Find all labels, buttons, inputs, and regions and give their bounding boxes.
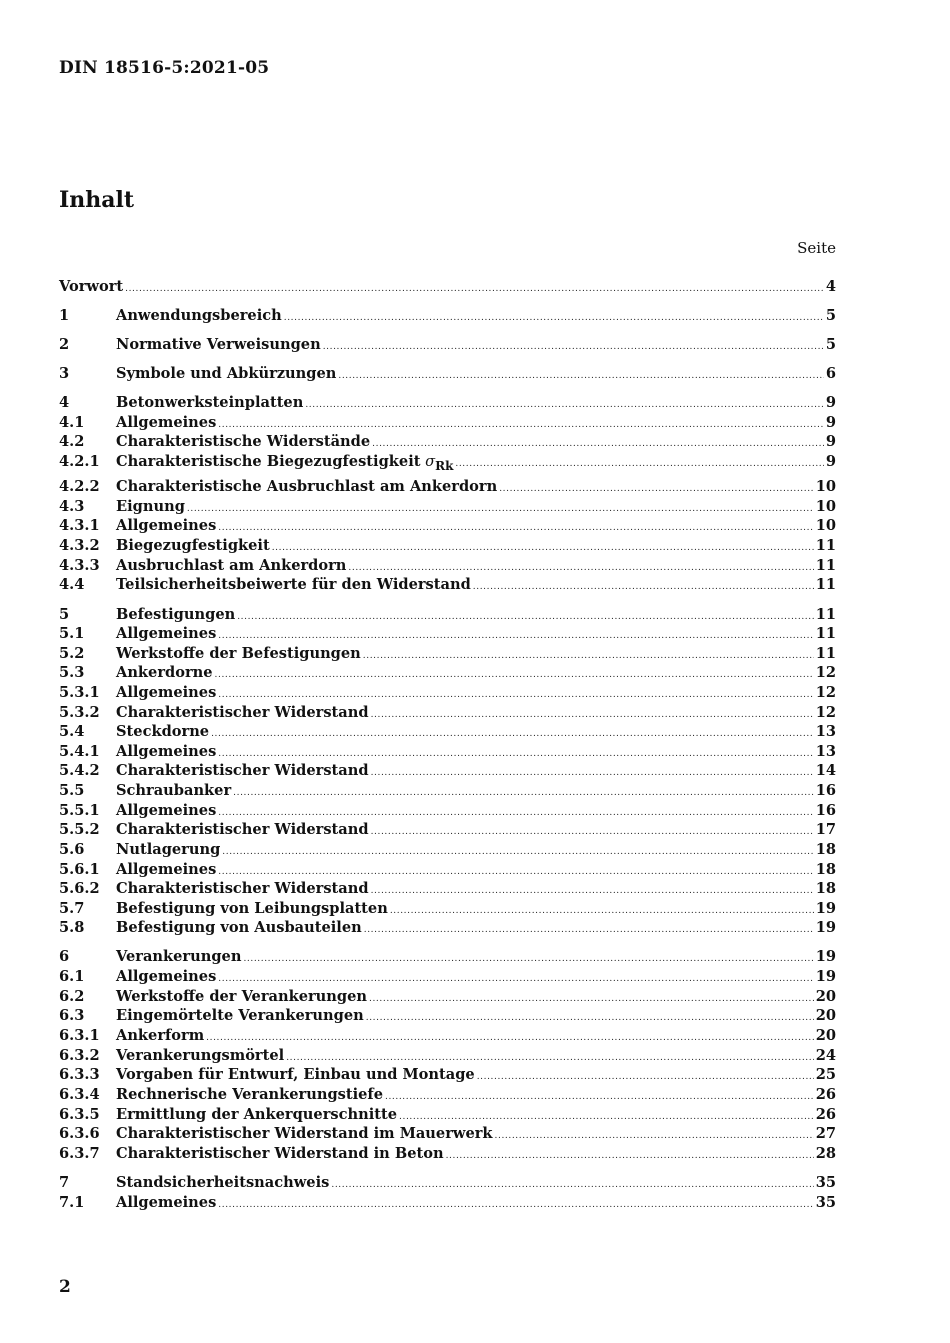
toc-entry-page: 11 xyxy=(815,557,836,574)
toc-entry-label-text: Nutlagerung xyxy=(116,841,221,858)
leader-dots xyxy=(218,1200,813,1210)
toc-entry-label xyxy=(116,743,216,760)
leader-dots xyxy=(284,313,824,323)
toc-entry-label xyxy=(116,861,216,878)
toc-entry-page: 14 xyxy=(815,762,836,779)
toc-entry-page: 6 xyxy=(825,365,836,382)
toc-entry-page: 26 xyxy=(815,1106,836,1123)
toc-entry[interactable] xyxy=(59,278,836,298)
toc-entry-number: 6.3.6 xyxy=(59,1125,100,1142)
toc-entry-label-text: Vorwort xyxy=(59,278,124,295)
toc-entry-label xyxy=(116,684,216,701)
toc-entry-label xyxy=(116,625,216,642)
toc-entry[interactable] xyxy=(59,664,836,684)
toc-entry-number: 6.2 xyxy=(59,988,85,1005)
toc-entry[interactable] xyxy=(59,723,836,743)
leader-dots xyxy=(218,523,813,533)
leader-dots xyxy=(233,788,814,798)
toc-entry-page: 20 xyxy=(815,1007,836,1024)
toc-entry-number: 4.2.1 xyxy=(59,453,100,470)
toc-entry-label-text: Verankerungen xyxy=(116,948,242,965)
leader-dots xyxy=(364,925,814,935)
toc-entry-label xyxy=(116,1007,364,1024)
toc-entry-page: 18 xyxy=(815,861,836,878)
toc-entry-number: 5.6.1 xyxy=(59,861,100,878)
toc-entry-label-text: Vorgaben für Entwurf, Einbau und Montage xyxy=(116,1066,475,1083)
toc-entry[interactable] xyxy=(59,743,836,763)
leader-dots xyxy=(369,994,814,1004)
toc-entry-page: 13 xyxy=(815,723,836,740)
leader-dots xyxy=(211,729,814,739)
toc-entry-label xyxy=(116,1194,216,1211)
toc-entry-label xyxy=(116,537,270,554)
leader-dots xyxy=(372,439,824,449)
toc-entry-number: 4.3.3 xyxy=(59,557,100,574)
toc-entry-label xyxy=(116,841,220,858)
toc-entry[interactable] xyxy=(59,919,836,939)
toc-entry-page: 35 xyxy=(815,1194,836,1211)
toc-entry-label xyxy=(116,645,361,662)
toc-entry[interactable] xyxy=(59,880,836,900)
toc-entry-label-text: Biegezugfestigkeit xyxy=(116,537,270,554)
toc-entry[interactable] xyxy=(59,394,836,414)
leader-dots xyxy=(371,886,814,896)
toc-entry-symbol xyxy=(420,453,454,473)
leader-dots xyxy=(218,808,813,818)
toc-entry-page: 12 xyxy=(815,664,836,681)
toc-entry-number: 5.6.2 xyxy=(59,880,100,897)
document-id: DIN 18516-5:2021-05 xyxy=(59,58,270,78)
leader-dots xyxy=(206,1033,814,1043)
toc-title: Inhalt xyxy=(59,187,135,213)
toc-entry[interactable] xyxy=(59,307,836,327)
leader-dots xyxy=(385,1092,814,1102)
toc-entry[interactable] xyxy=(59,1125,836,1145)
page-column-label: Seite xyxy=(797,239,836,257)
toc-entry-number: 5.4 xyxy=(59,723,85,740)
toc-entry-label xyxy=(116,576,471,593)
toc-entry-label-text: Allgemeines xyxy=(116,968,217,985)
toc-entry-label xyxy=(116,606,235,623)
toc-entry-number: 5 xyxy=(59,606,70,623)
toc-entry-number: 5.2 xyxy=(59,645,85,662)
toc-entry-page: 28 xyxy=(815,1145,836,1162)
toc-entry-label-text: Rechnerische Verankerungstiefe xyxy=(116,1086,383,1103)
leader-dots xyxy=(243,954,813,964)
toc-entry[interactable] xyxy=(59,517,836,537)
toc-entry-number: 6.1 xyxy=(59,968,85,985)
toc-entry-page: 16 xyxy=(815,802,836,819)
toc-entry-page: 26 xyxy=(815,1086,836,1103)
leader-dots xyxy=(363,651,814,661)
toc-entry-label xyxy=(116,1027,204,1044)
toc-entry[interactable] xyxy=(59,861,836,881)
toc-entry-label xyxy=(116,704,369,721)
toc-entry-number: 5.5.2 xyxy=(59,821,100,838)
leader-dots xyxy=(125,284,824,294)
toc-entry-label xyxy=(116,948,241,965)
toc-entry-number: 5.8 xyxy=(59,919,85,936)
toc-entry[interactable] xyxy=(59,988,836,1008)
leader-dots xyxy=(218,631,813,641)
toc-entry-label-text: Befestigungen xyxy=(116,606,236,623)
toc-entry-label-text: Charakteristischer Widerstand im Mauerwerk xyxy=(116,1125,493,1142)
toc-entry-label xyxy=(116,880,369,897)
toc-entry-label-text: Steckdorne xyxy=(116,723,210,740)
toc-entry[interactable] xyxy=(59,684,836,704)
toc-entry-label xyxy=(116,394,303,411)
toc-entry[interactable] xyxy=(59,900,836,920)
leader-dots xyxy=(477,1072,814,1082)
toc-entry-label xyxy=(116,433,370,450)
toc-entry-label xyxy=(116,365,336,382)
toc-entry-number: 4.3.2 xyxy=(59,537,100,554)
toc-entry[interactable] xyxy=(59,1194,836,1214)
toc-entry[interactable] xyxy=(59,414,836,434)
toc-entry-label xyxy=(116,900,388,917)
toc-entry[interactable] xyxy=(59,1174,836,1194)
toc-entry-page: 5 xyxy=(825,307,836,324)
toc-entry-label xyxy=(116,762,369,779)
toc-entry-label-text: Normative Verweisungen xyxy=(116,336,321,353)
leader-dots xyxy=(473,582,814,592)
toc-entry-label-text: Werkstoffe der Befestigungen xyxy=(116,645,361,662)
leader-dots xyxy=(348,563,813,573)
toc-entry-number: 5.3 xyxy=(59,664,85,681)
toc-entry-number: 6 xyxy=(59,948,70,965)
toc-entry-label xyxy=(116,821,369,838)
toc-entry[interactable] xyxy=(59,537,836,557)
toc-entry-label-text: Charakteristische Ausbruchlast am Ankerdorn xyxy=(116,478,498,495)
leader-dots xyxy=(218,690,813,700)
leader-dots xyxy=(446,1151,814,1161)
symbol-subscript: Rk xyxy=(435,458,454,473)
leader-dots xyxy=(371,768,814,778)
toc-entry[interactable] xyxy=(59,782,836,802)
toc-entry[interactable] xyxy=(59,704,836,724)
leader-dots xyxy=(390,906,814,916)
toc-entry-label xyxy=(116,1086,383,1103)
toc-entry-label-text: Allgemeines xyxy=(116,802,217,819)
toc-entry-label-text: Allgemeines xyxy=(116,861,217,878)
toc-entry-label-text: Teilsicherheitsbeiwerte für den Widerstand xyxy=(116,576,471,593)
toc-entry-label xyxy=(116,919,362,936)
toc-entry-page: 9 xyxy=(825,433,836,450)
toc-entry-number: 5.1 xyxy=(59,625,85,642)
toc-entry-page: 19 xyxy=(815,900,836,917)
toc-entry-label xyxy=(116,723,209,740)
toc-entry-number: 5.3.1 xyxy=(59,684,100,701)
toc-entry[interactable] xyxy=(59,802,836,822)
toc-entry-page: 13 xyxy=(815,743,836,760)
toc-entry[interactable] xyxy=(59,478,836,498)
toc-entry-label-text: Ermittlung der Ankerquerschnitte xyxy=(116,1106,398,1123)
toc-entry-page: 10 xyxy=(815,478,836,495)
toc-entry-label xyxy=(116,1174,329,1191)
toc-entry[interactable] xyxy=(59,645,836,665)
toc-entry-label-text: Befestigung von Ausbauteilen xyxy=(116,919,362,936)
toc-entry-label xyxy=(116,414,216,431)
toc-entry[interactable] xyxy=(59,948,836,968)
toc-entry-number: 4.3 xyxy=(59,498,85,515)
toc-entry-label-text: Schraubanker xyxy=(116,782,232,799)
toc-entry[interactable] xyxy=(59,365,836,385)
toc-entry-page: 19 xyxy=(815,968,836,985)
toc-entry-number: 5.6 xyxy=(59,841,85,858)
leader-dots xyxy=(455,459,823,469)
leader-dots xyxy=(371,827,814,837)
toc-entry-page: 18 xyxy=(815,841,836,858)
toc-entry-page: 9 xyxy=(825,394,836,411)
toc-entry-number: 4.3.1 xyxy=(59,517,100,534)
leader-dots xyxy=(237,612,813,622)
toc-entry-page: 11 xyxy=(815,606,836,623)
toc-entry-label-text: Charakteristischer Widerstand xyxy=(116,704,369,721)
toc-entry-page: 20 xyxy=(815,988,836,1005)
leader-dots xyxy=(338,371,823,381)
toc-entry-label xyxy=(116,1106,397,1123)
leader-dots xyxy=(187,504,814,514)
toc-entry[interactable] xyxy=(59,433,836,453)
toc-entry-page: 11 xyxy=(815,645,836,662)
leader-dots xyxy=(215,670,814,680)
toc-entry-number: 4 xyxy=(59,394,70,411)
leader-dots xyxy=(399,1112,814,1122)
leader-dots xyxy=(272,543,814,553)
toc-entry-page: 25 xyxy=(815,1066,836,1083)
symbol-sigma: σ xyxy=(425,453,436,470)
toc-entry-number: 6.3.1 xyxy=(59,1027,100,1044)
toc-entry-number: 5.3.2 xyxy=(59,704,100,721)
toc-entry-number: 4.1 xyxy=(59,414,85,431)
toc-entry-label-text: Ausbruchlast am Ankerdorn xyxy=(116,557,347,574)
toc-entry-label-text: Allgemeines xyxy=(116,517,217,534)
toc-entry-label xyxy=(116,517,216,534)
toc-entry-label-text: Allgemeines xyxy=(116,743,217,760)
toc-entry-label xyxy=(116,478,497,495)
toc-entry-label-text: Symbole und Abkürzungen xyxy=(116,365,337,382)
toc-entry-label-text: Eignung xyxy=(116,498,185,515)
toc-entry-label xyxy=(116,557,346,574)
toc-entry-label-text: Allgemeines xyxy=(116,414,217,431)
leader-dots xyxy=(218,420,824,430)
toc-entry-page: 27 xyxy=(815,1125,836,1142)
toc-entry-label xyxy=(116,498,185,515)
toc-entry[interactable] xyxy=(59,968,836,988)
toc-entry-label-text: Allgemeines xyxy=(116,1194,217,1211)
toc-entry-page: 11 xyxy=(815,576,836,593)
toc-entry-label-text: Ankerform xyxy=(116,1027,205,1044)
toc-entry-page: 19 xyxy=(815,919,836,936)
toc-entry[interactable] xyxy=(59,1027,836,1047)
toc-entry[interactable] xyxy=(59,453,836,473)
toc-entry[interactable] xyxy=(59,498,836,518)
toc-entry-label xyxy=(116,988,367,1005)
toc-entry-page: 5 xyxy=(825,336,836,353)
toc-entry-number: 3 xyxy=(59,365,70,382)
toc-entry-page: 17 xyxy=(815,821,836,838)
toc-entry-number: 6.3.5 xyxy=(59,1106,100,1123)
toc-entry[interactable] xyxy=(59,1086,836,1106)
toc-entry-label xyxy=(116,664,213,681)
page-number: 2 xyxy=(59,1277,71,1297)
toc-entry-number: 6.3 xyxy=(59,1007,85,1024)
toc-entry-page: 12 xyxy=(815,704,836,721)
toc-entry-label-text: Charakteristischer Widerstand xyxy=(116,880,369,897)
toc-entry[interactable] xyxy=(59,1066,836,1086)
toc-entry-number: 5.5 xyxy=(59,782,85,799)
toc-entry-label xyxy=(59,278,123,295)
toc-entry-label xyxy=(116,1047,284,1064)
leader-dots xyxy=(495,1131,814,1141)
toc-entry-label xyxy=(116,453,453,473)
toc-entry-label-text: Eingemörtelte Verankerungen xyxy=(116,1007,364,1024)
toc-entry-number: 5.5.1 xyxy=(59,802,100,819)
toc-entry[interactable] xyxy=(59,557,836,577)
toc-entry-page: 11 xyxy=(815,625,836,642)
toc-entry-label-text: Ankerdorne xyxy=(116,664,213,681)
toc-entry-number: 5.7 xyxy=(59,900,85,917)
toc-entry-label xyxy=(116,1125,493,1142)
toc-entry-page: 11 xyxy=(815,537,836,554)
leader-dots xyxy=(499,484,813,494)
toc-entry-page: 9 xyxy=(825,414,836,431)
toc-entry-label-text: Charakteristischer Widerstand in Beton xyxy=(116,1145,444,1162)
toc-entry-page: 24 xyxy=(815,1047,836,1064)
leader-dots xyxy=(331,1180,813,1190)
toc-entry[interactable] xyxy=(59,841,836,861)
leader-dots xyxy=(218,974,813,984)
toc-entry-label xyxy=(116,1066,475,1083)
leader-dots xyxy=(286,1053,814,1063)
toc-entry-label xyxy=(116,1145,444,1162)
toc-entry-label-text: Werkstoffe der Verankerungen xyxy=(116,988,368,1005)
toc-entry-number: 7.1 xyxy=(59,1194,85,1211)
toc-entry-number: 4.2 xyxy=(59,433,85,450)
toc-entry-label-text: Standsicherheitsnachweis xyxy=(116,1174,330,1191)
leader-dots xyxy=(371,710,814,720)
toc-entry[interactable] xyxy=(59,1106,836,1126)
toc-entry-number: 1 xyxy=(59,307,70,324)
toc-entry-label-text: Charakteristische Widerstände xyxy=(116,433,371,450)
toc-entry-page: 35 xyxy=(815,1174,836,1191)
toc-entry[interactable] xyxy=(59,606,836,626)
toc-entry-number: 6.3.4 xyxy=(59,1086,100,1103)
toc-entry-number: 4.2.2 xyxy=(59,478,100,495)
toc-entry-label-text: Anwendungsbereich xyxy=(116,307,282,324)
toc-entry-number: 5.4.2 xyxy=(59,762,100,779)
toc-entry-label-text: Charakteristischer Widerstand xyxy=(116,762,369,779)
toc-entry-number: 5.4.1 xyxy=(59,743,100,760)
leader-dots xyxy=(218,749,813,759)
toc-entry-label-text: Charakteristischer Widerstand xyxy=(116,821,369,838)
toc-entry[interactable] xyxy=(59,1047,836,1067)
toc-entry-label xyxy=(116,307,282,324)
toc-entry[interactable] xyxy=(59,821,836,841)
toc-entry[interactable] xyxy=(59,576,836,596)
leader-dots xyxy=(222,847,813,857)
toc-entry-page: 16 xyxy=(815,782,836,799)
leader-dots xyxy=(305,400,824,410)
toc-entry-label-text: Allgemeines xyxy=(116,684,217,701)
toc-entry-label xyxy=(116,802,216,819)
leader-dots xyxy=(218,867,813,877)
toc-entry-number: 4.4 xyxy=(59,576,85,593)
toc-entry-label xyxy=(116,782,231,799)
toc-entry-number: 2 xyxy=(59,336,70,353)
toc-entry-page: 18 xyxy=(815,880,836,897)
toc-entry[interactable] xyxy=(59,336,836,356)
toc-entry-page: 19 xyxy=(815,948,836,965)
leader-dots xyxy=(323,342,824,352)
toc-entry-label xyxy=(116,968,216,985)
toc-entry-label-text: Befestigung von Leibungsplatten xyxy=(116,900,388,917)
leader-dots xyxy=(366,1013,814,1023)
toc-entry-label-text: Charakteristische Biegezugfestigkeit xyxy=(116,453,421,470)
toc-entry-number: 6.3.7 xyxy=(59,1145,100,1162)
toc-entry-label xyxy=(116,336,321,353)
toc-entry[interactable] xyxy=(59,1007,836,1027)
toc-entry-number: 6.3.2 xyxy=(59,1047,100,1064)
toc-entry[interactable] xyxy=(59,625,836,645)
toc-entry-page: 10 xyxy=(815,517,836,534)
toc-entry-page: 9 xyxy=(825,453,836,470)
toc-entry-page: 12 xyxy=(815,684,836,701)
toc-entry-label-text: Verankerungsmörtel xyxy=(116,1047,285,1064)
toc-entry[interactable] xyxy=(59,1145,836,1165)
toc-entry[interactable] xyxy=(59,762,836,782)
toc-entry-page: 4 xyxy=(825,278,836,295)
toc-entry-page: 20 xyxy=(815,1027,836,1044)
toc-entry-number: 7 xyxy=(59,1174,70,1191)
toc-entry-page: 10 xyxy=(815,498,836,515)
toc-entry-number: 6.3.3 xyxy=(59,1066,100,1083)
toc-entry-label-text: Betonwerksteinplatten xyxy=(116,394,304,411)
toc-entry-label-text: Allgemeines xyxy=(116,625,217,642)
